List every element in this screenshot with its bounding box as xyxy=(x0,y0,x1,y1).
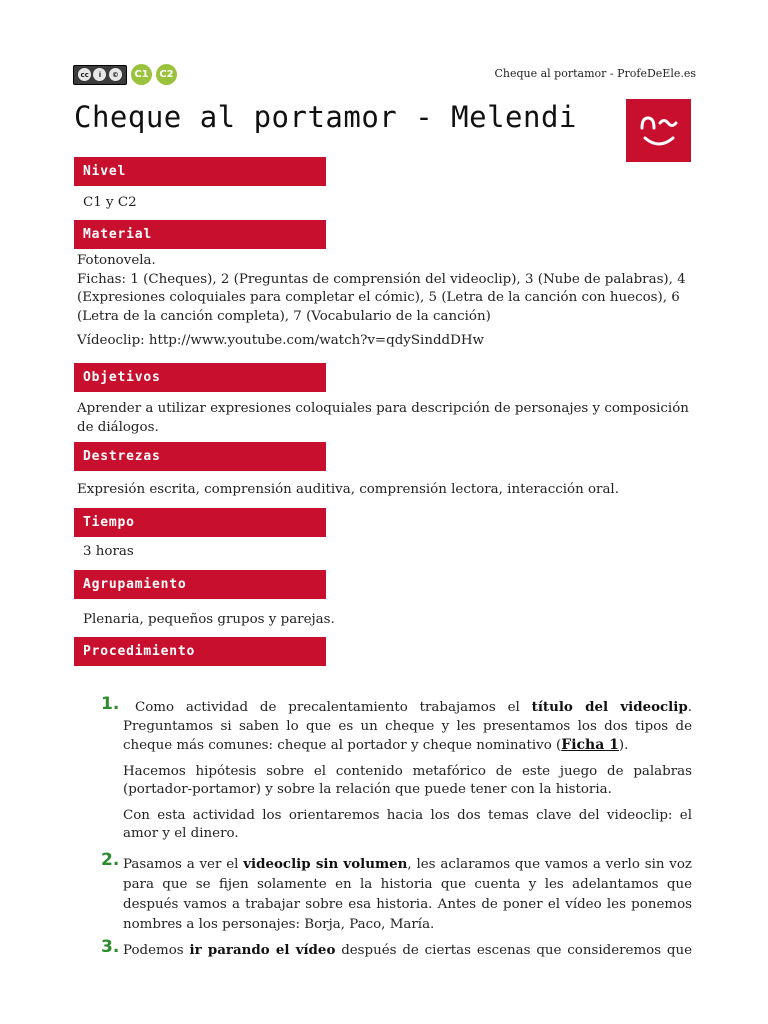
item-text: Pasamos a ver el xyxy=(123,856,244,872)
smiley-logo-icon xyxy=(626,99,691,162)
section-heading-procedimiento: Procedimiento xyxy=(74,637,326,666)
material-video-link[interactable]: Vídeoclip: http://www.youtube.com/watch?v=qdySinddDHw xyxy=(77,333,484,348)
license-badges xyxy=(73,64,177,85)
section-heading-agrupamiento: Agrupamiento xyxy=(74,570,326,599)
section-heading-material: Material xyxy=(74,220,326,249)
item-paragraph: Con esta actividad los orientaremos hacia los dos temas clave del videoclip: el amor y el dinero. xyxy=(123,807,692,841)
list-item-number: 3. xyxy=(101,936,120,957)
share-alike-icon: © xyxy=(109,68,122,81)
section-heading-nivel: Nivel xyxy=(74,157,326,186)
page-title: Cheque al portamor - Melendi xyxy=(74,100,577,134)
material-line-1: Fotonovela. xyxy=(77,253,156,268)
item-emphasis: título del videoclip xyxy=(531,699,688,715)
section-heading-destrezas: Destrezas xyxy=(74,442,326,471)
creative-commons-license-icon xyxy=(73,65,127,85)
destrezas-text: Expresión escrita, comprensión auditiva, comprensión lectora, interacción oral. xyxy=(77,482,619,497)
list-item-number: 2. xyxy=(101,849,120,870)
material-text xyxy=(77,252,692,351)
nivel-text: C1 y C2 xyxy=(83,195,137,210)
cc-icon: cc xyxy=(78,68,91,81)
objetivos-text: Aprender a utilizar expresiones coloquiales para descripción de personajes y composición de diálogos. xyxy=(77,401,689,435)
item-text: ). xyxy=(618,738,629,753)
item-emphasis: ir parando el vídeo xyxy=(189,941,336,958)
item-emphasis: videoclip sin volumen xyxy=(243,855,408,872)
agrupamiento-text: Plenaria, pequeños grupos y parejas. xyxy=(83,612,335,627)
item-paragraph: Hacemos hipótesis sobre el contenido metafórico de este juego de palabras (portador-portamor) y sobre la relación que puede tener con la historia. xyxy=(123,763,692,797)
header-running-title: Cheque al portamor - ProfeDeEle.es xyxy=(494,67,696,80)
item-text: . Preguntamos si saben lo que es un cheque y les presentamos los dos tipos de cheque más comunes: cheque al portador y cheque nominativo ( xyxy=(123,700,692,753)
list-item xyxy=(97,936,693,961)
list-item xyxy=(97,849,692,935)
smiley-logo-graphic xyxy=(638,112,680,150)
procedure-list xyxy=(97,694,693,960)
attribution-icon: i xyxy=(93,68,106,81)
list-item-number: 1. xyxy=(101,694,120,714)
ficha-1-link[interactable]: Ficha 1 xyxy=(561,737,619,753)
list-item xyxy=(97,694,692,844)
item-text: Podemos xyxy=(123,942,190,958)
section-heading-tiempo: Tiempo xyxy=(74,508,326,537)
item-text: , les aclaramos que vamos a verlo sin voz para que se fijen solamente en la historia que cuenta y les adelantamos que después vamos a trabajar sobre esa historia. Antes de poner el vídeo les ponemos nombres a los personajes: Borja, Paco, María. xyxy=(123,856,692,932)
item-text: después de ciertas escenas que consideremos que xyxy=(335,942,693,958)
level-badge-c1: C1 xyxy=(131,64,152,85)
section-heading-objetivos: Objetivos xyxy=(74,363,326,392)
tiempo-text: 3 horas xyxy=(83,544,134,559)
material-fichas: Fichas: 1 (Cheques), 2 (Preguntas de comprensión del videoclip), 3 (Nube de palabras), 4 (Expresiones coloquiales para completar el cómic), 5 (Letra de la canción con huecos), 6 (Letra de la canción completa), 7 (Vocabulario de la canción) xyxy=(77,271,686,324)
level-badge-c2: C2 xyxy=(156,64,177,85)
item-text: Como actividad de precalentamiento trabajamos el xyxy=(135,700,532,715)
